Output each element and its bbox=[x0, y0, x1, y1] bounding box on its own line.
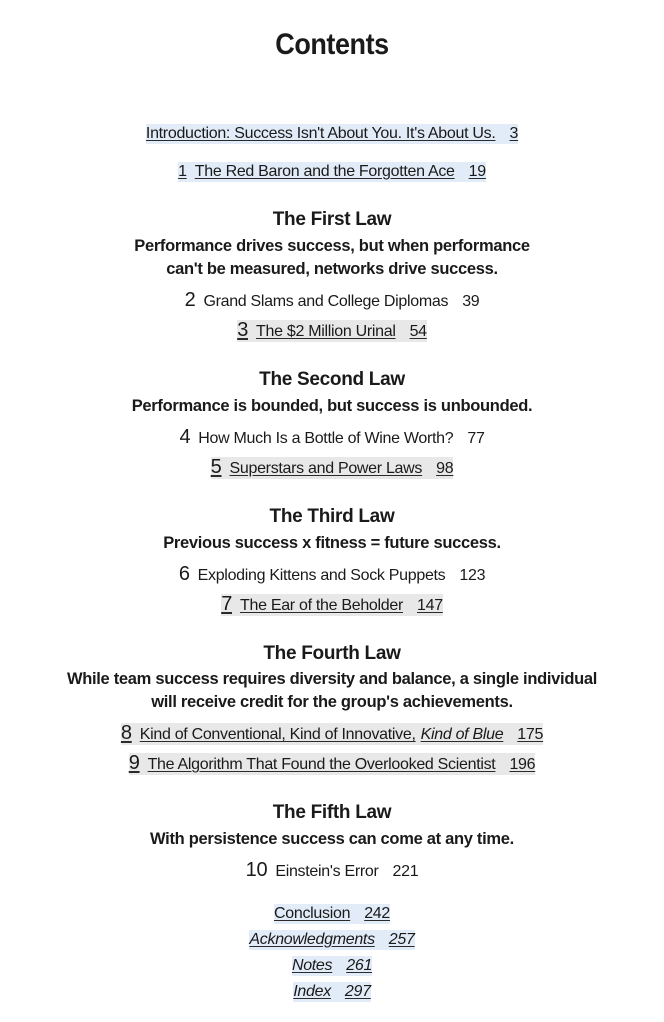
toc-entry-chapter-6[interactable] bbox=[179, 564, 485, 586]
law-title-second: The Second Law bbox=[259, 369, 405, 390]
toc-entry-conclusion[interactable] bbox=[274, 904, 390, 924]
law-title-fourth: The Fourth Law bbox=[263, 643, 401, 664]
chapter-number: 6 bbox=[178, 563, 190, 585]
entry-label: Superstars and Power Laws bbox=[229, 460, 423, 477]
entry-label: The Algorithm That Found the Overlooked Scientist bbox=[147, 756, 496, 773]
toc-entry-introduction[interactable] bbox=[146, 124, 518, 144]
entry-label: How Much Is a Bottle of Wine Worth? bbox=[198, 430, 454, 447]
entry-label: Acknowledgments bbox=[249, 931, 375, 948]
chapter-number: 1 bbox=[178, 163, 187, 180]
entry-page: 196 bbox=[509, 756, 536, 773]
entry-page: 123 bbox=[459, 567, 486, 584]
entry-label-italic: Kind of Blue bbox=[420, 726, 504, 743]
entry-label: Notes bbox=[291, 957, 333, 974]
entry-page: 147 bbox=[417, 597, 443, 614]
entry-page: 261 bbox=[346, 957, 373, 974]
entry-page: 98 bbox=[436, 460, 454, 477]
toc-entry-chapter-1[interactable] bbox=[178, 162, 486, 182]
entry-page: 221 bbox=[392, 863, 419, 880]
toc-entry-chapter-9[interactable] bbox=[129, 753, 536, 775]
chapter-number: 8 bbox=[120, 722, 132, 744]
entry-label: The Ear of the Beholder bbox=[240, 597, 403, 614]
entry-label: Introduction: Success Isn't About You. It's About Us. bbox=[145, 125, 496, 142]
page-title: Contents bbox=[275, 28, 389, 61]
entry-page: 54 bbox=[409, 323, 427, 340]
entry-page: 19 bbox=[468, 163, 486, 180]
toc-entry-notes[interactable] bbox=[292, 956, 372, 976]
toc-entry-acknowledgments[interactable] bbox=[249, 930, 414, 950]
law-subtitle-fourth-line-2: will receive credit for the group's achievements. bbox=[151, 693, 513, 711]
entry-label: Kind of Conventional, Kind of Innovative, bbox=[139, 726, 416, 743]
entry-page: 242 bbox=[364, 905, 390, 922]
toc-entry-chapter-10[interactable] bbox=[246, 860, 419, 882]
chapter-number: 3 bbox=[237, 319, 249, 341]
toc-entry-chapter-8[interactable] bbox=[121, 723, 543, 745]
entry-label: Index bbox=[293, 983, 331, 1000]
entry-page: 297 bbox=[344, 983, 371, 1000]
law-subtitle-third: Previous success x fitness = future success. bbox=[163, 534, 501, 552]
toc-entry-chapter-7[interactable] bbox=[221, 594, 443, 616]
entry-label: Einstein's Error bbox=[275, 863, 379, 880]
law-subtitle-first-line-1: Performance drives success, but when performance bbox=[134, 237, 530, 255]
law-subtitle-second: Performance is bounded, but success is unbounded. bbox=[131, 397, 533, 415]
chapter-number: 2 bbox=[184, 289, 196, 311]
chapter-number: 5 bbox=[210, 456, 222, 478]
law-subtitle-first-line-2: can't be measured, networks drive success. bbox=[166, 260, 498, 278]
chapter-number: 7 bbox=[221, 593, 233, 615]
toc-entry-chapter-2[interactable] bbox=[185, 290, 480, 312]
entry-page: 175 bbox=[517, 726, 544, 743]
entry-label: Grand Slams and College Diplomas bbox=[203, 293, 449, 310]
law-subtitle-fifth: With persistence success can come at any time. bbox=[150, 830, 514, 848]
chapter-number: 9 bbox=[128, 752, 140, 774]
toc-entry-index[interactable] bbox=[293, 982, 370, 1002]
entry-page: 77 bbox=[467, 430, 485, 447]
law-subtitle-fourth-line-1: While team success requires diversity and balance, a single individual bbox=[66, 670, 598, 688]
law-title-fifth: The Fifth Law bbox=[272, 802, 392, 823]
chapter-number: 4 bbox=[179, 426, 191, 448]
entry-page: 257 bbox=[388, 931, 415, 948]
entry-page: 39 bbox=[462, 293, 480, 310]
toc-entry-chapter-4[interactable] bbox=[179, 427, 484, 449]
entry-label: Exploding Kittens and Sock Puppets bbox=[197, 567, 446, 584]
toc-entry-chapter-3[interactable] bbox=[237, 320, 427, 342]
law-title-third: The Third Law bbox=[269, 506, 395, 527]
entry-label: Conclusion bbox=[274, 905, 351, 922]
law-title-first: The First Law bbox=[272, 209, 392, 230]
entry-label: The Red Baron and the Forgotten Ace bbox=[194, 163, 455, 180]
toc-entry-chapter-5[interactable] bbox=[211, 457, 454, 479]
chapter-number: 10 bbox=[245, 859, 268, 881]
entry-label: The $2 Million Urinal bbox=[256, 323, 396, 340]
entry-page: 3 bbox=[509, 125, 519, 142]
